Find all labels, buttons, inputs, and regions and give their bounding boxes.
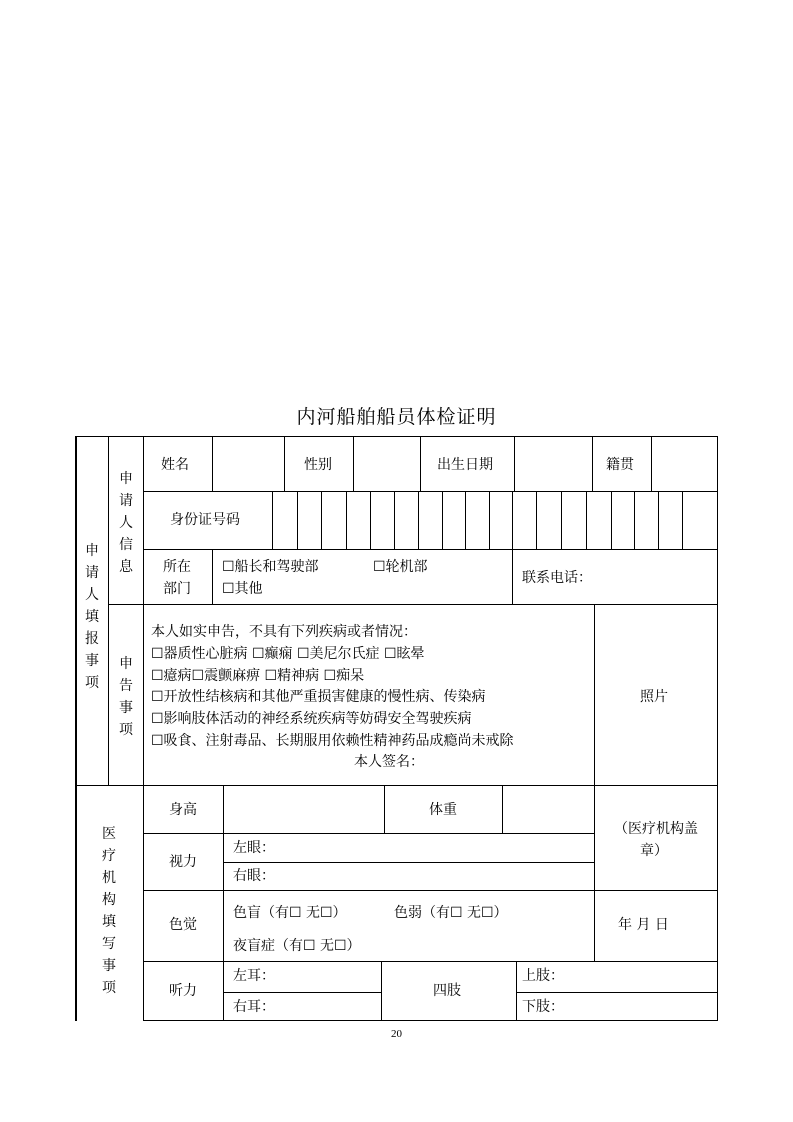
lower-limb-label: 下肢： bbox=[522, 999, 564, 1015]
applicant-section-label bbox=[82, 540, 102, 694]
applicant-info-text: 申请人信息 bbox=[119, 471, 133, 575]
birthdate-field[interactable] bbox=[515, 437, 591, 491]
declaration-item-5[interactable]: ☐吸食、注射毒品、长期服用依赖性精神药品成瘾尚未戒除 bbox=[151, 733, 514, 749]
applicant-info-label bbox=[116, 468, 136, 578]
gender-field[interactable] bbox=[354, 437, 419, 491]
page-number: 20 bbox=[391, 1028, 402, 1040]
native-place-label: 籍贯 bbox=[606, 457, 634, 473]
color-weak-option[interactable]: 色弱（有☐ 无☐） bbox=[394, 905, 508, 921]
weight-label: 体重 bbox=[429, 802, 457, 818]
declaration-item-2[interactable]: ☐癔病☐震颤麻痹 ☐精神病 ☐痴呆 bbox=[151, 668, 365, 684]
height-field[interactable] bbox=[224, 786, 383, 832]
right-eye-label: 右眼： bbox=[233, 868, 275, 884]
document-title: 内河船舶船员体检证明 bbox=[296, 406, 497, 428]
dept-label-line2: 部门 bbox=[163, 581, 191, 597]
declaration-item-3[interactable]: ☐开放性结核病和其他严重损害健康的慢性病、传染病 bbox=[151, 689, 486, 705]
signature-label: 本人签名： bbox=[354, 754, 424, 770]
name-label: 姓名 bbox=[161, 457, 189, 473]
photo-label: 照片 bbox=[640, 689, 668, 705]
dept-option-engine[interactable]: ☐轮机部 bbox=[373, 559, 428, 575]
dept-option-deck[interactable]: ☐船长和驾驶部 bbox=[222, 559, 319, 575]
vision-label: 视力 bbox=[169, 854, 197, 870]
stamp-line-2: 章） bbox=[640, 843, 668, 859]
date-label: 年 月 日 bbox=[618, 917, 669, 933]
dept-label-line1: 所在 bbox=[163, 559, 191, 575]
gender-label: 性别 bbox=[304, 457, 332, 473]
declaration-intro: 本人如实申告，不具有下列疾病或者情况： bbox=[151, 624, 417, 640]
id-number-label: 身份证号码 bbox=[170, 512, 240, 528]
limbs-label: 四肢 bbox=[433, 983, 461, 999]
height-label: 身高 bbox=[169, 802, 197, 818]
medical-section-text: 医疗机构填写事项 bbox=[102, 826, 116, 996]
birthdate-label: 出生日期 bbox=[437, 457, 493, 473]
upper-limb-label: 上肢： bbox=[522, 968, 564, 984]
declaration-text: 申告事项 bbox=[119, 656, 133, 738]
right-ear-label: 右耳： bbox=[233, 999, 275, 1015]
medical-section-label bbox=[99, 823, 119, 999]
color-vision-label: 色觉 bbox=[169, 917, 197, 933]
native-place-field[interactable] bbox=[652, 437, 716, 491]
declaration-item-1[interactable]: ☐器质性心脏病 ☐癫痫 ☐美尼尔氏症 ☐眩晕 bbox=[151, 646, 425, 662]
phone-label: 联系电话： bbox=[522, 570, 592, 586]
declaration-item-4[interactable]: ☐影响肢体活动的神经系统疾病等妨碍安全驾驶疾病 bbox=[151, 711, 472, 727]
weight-field[interactable] bbox=[503, 786, 593, 832]
applicant-section-text: 申请人填报事项 bbox=[85, 543, 99, 691]
dept-option-other[interactable]: ☐其他 bbox=[222, 581, 263, 597]
phone-field[interactable] bbox=[598, 552, 716, 602]
night-blind-option[interactable]: 夜盲症（有☐ 无☐） bbox=[233, 938, 361, 954]
color-blind-option[interactable]: 色盲（有☐ 无☐） bbox=[233, 905, 347, 921]
name-field[interactable] bbox=[213, 437, 283, 491]
left-ear-label: 左耳： bbox=[233, 968, 275, 984]
hearing-label: 听力 bbox=[169, 983, 197, 999]
left-eye-label: 左眼： bbox=[233, 840, 275, 856]
stamp-line-1: （医疗机构盖 bbox=[614, 821, 698, 837]
declaration-label bbox=[116, 653, 136, 741]
id-number-field[interactable] bbox=[273, 492, 717, 549]
